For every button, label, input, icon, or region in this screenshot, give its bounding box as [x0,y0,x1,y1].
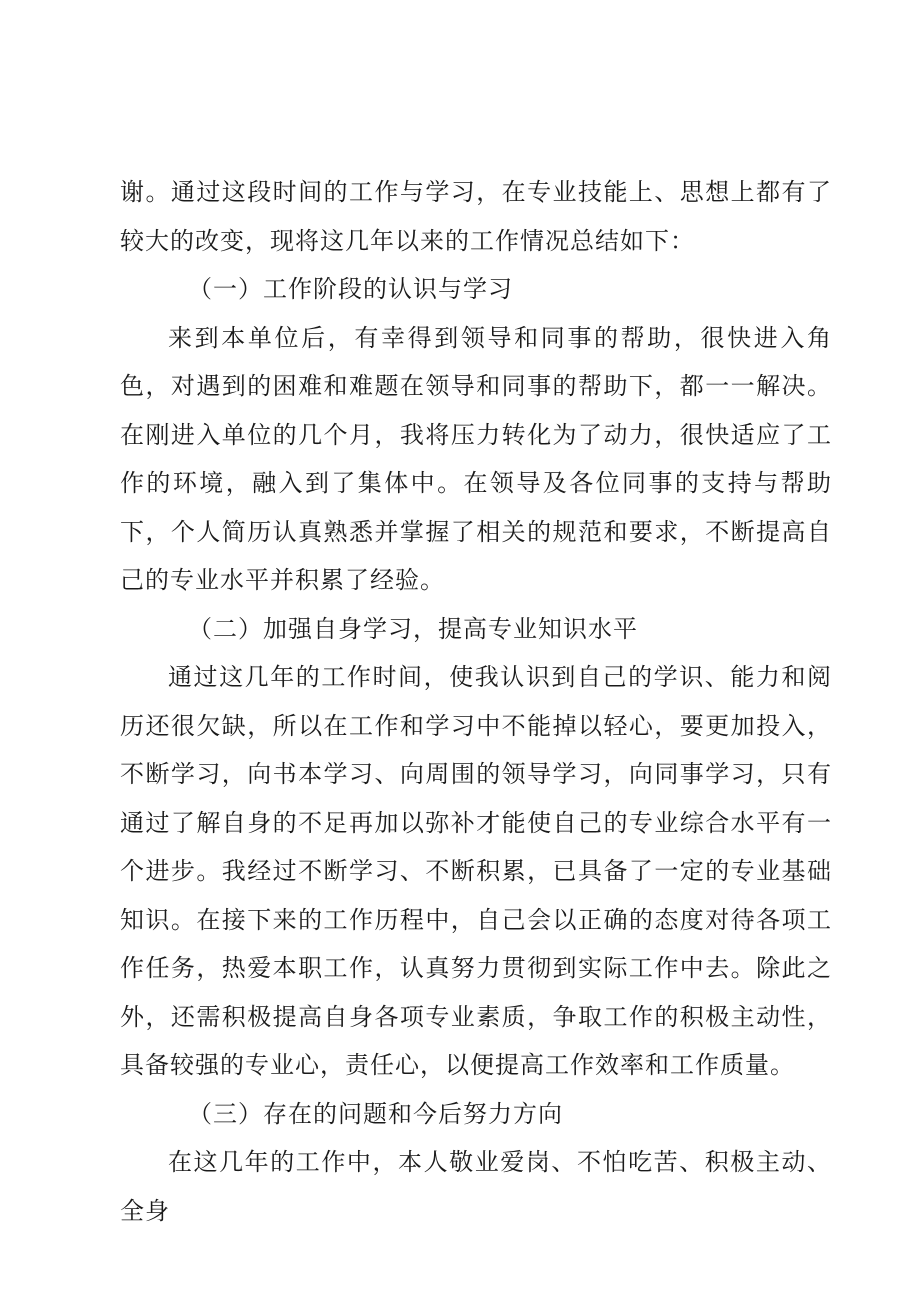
section-heading-2: （二）加强自身学习，提高专业知识水平 [188,614,638,643]
section-heading-3: （三）存在的问题和今后努力方向 [188,1099,563,1128]
document-body [120,168,832,1235]
paragraph-section-3: 在这几年的工作中，本人敬业爱岗、不怕吃苦、积极主动、全身 [120,1148,832,1225]
paragraph-continuation: 谢。通过这段时间的工作与学习，在专业技能上、思想上都有了较大的改变，现将这几年以来的工作情况总结如下： [120,178,832,255]
paragraph-section-2: 通过这几年的工作时间，使我认识到自己的学识、能力和阅历还很欠缺，所以在工作和学习中不能掉以轻心，要更加投入，不断学习，向书本学习、向周围的领导学习，向同事学习，只有通过了解自身的不足再加以弥补才能使自己的专业综合水平有一个进步。我经过不断学习、不断积累，已具备了一定的专业基础知识。在接下来的工作历程中，自己会以正确的态度对待各项工作任务，热爱本职工作，认真努力贯彻到实际工作中去。除此之外，还需积极提高自身各项专业素质，争取工作的积极主动性，具备较强的专业心，责任心，以便提高工作效率和工作质量。 [120,663,832,1079]
paragraph-section-1: 来到本单位后，有幸得到领导和同事的帮助，很快进入角色，对遇到的困难和难题在领导和同事的帮助下，都一一解决。在刚进入单位的几个月，我将压力转化为了动力，很快适应了工作的环境，融入到了集体中。在领导及各位同事的支持与帮助下，个人简历认真熟悉并掌握了相关的规范和要求，不断提高自己的专业水平并积累了经验。 [120,323,832,594]
section-heading-1: （一）工作阶段的认识与学习 [188,275,513,303]
